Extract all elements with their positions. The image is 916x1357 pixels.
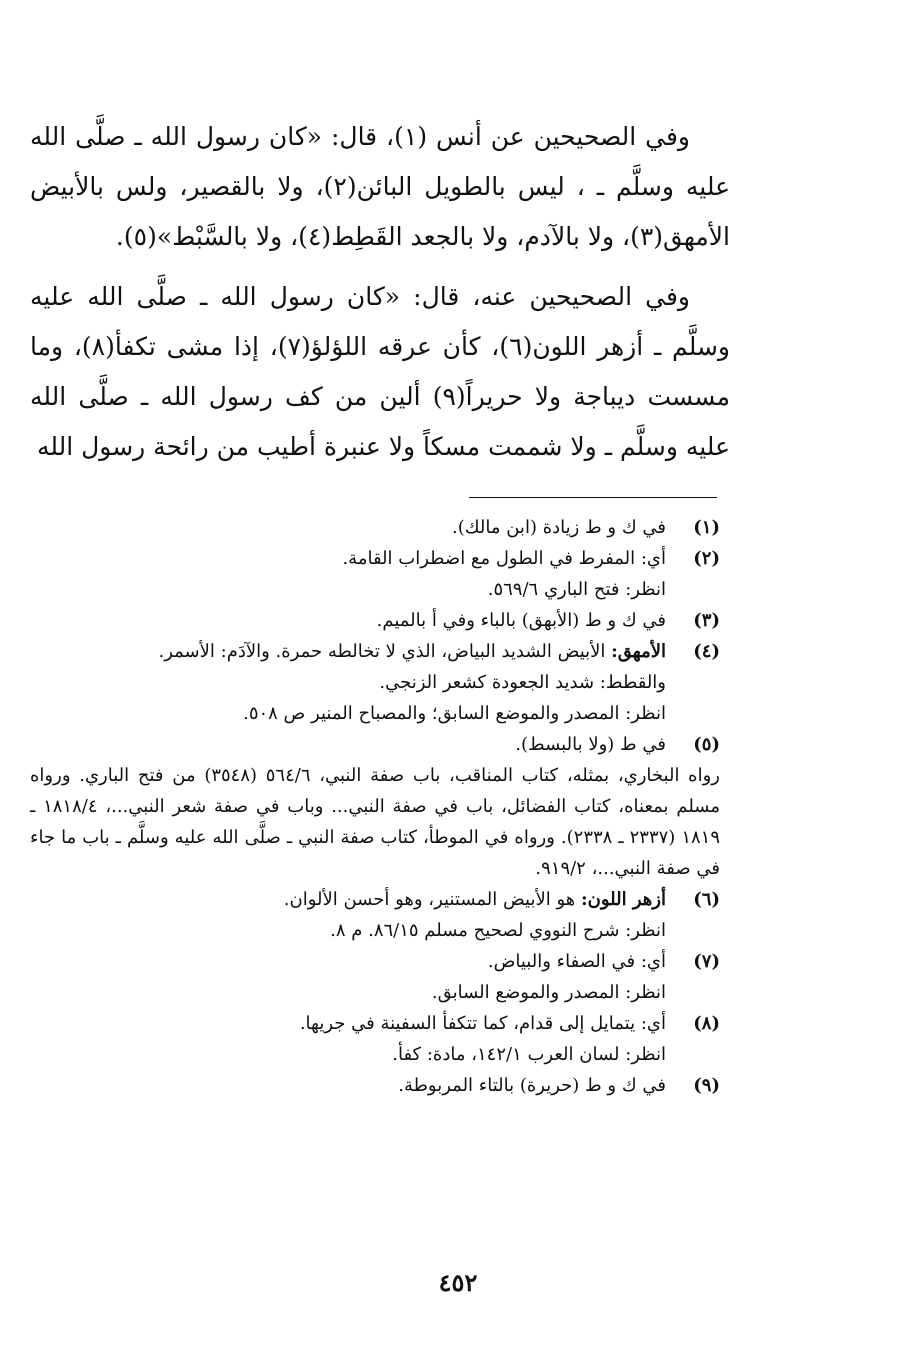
footnote-term: أزهر اللون:: [581, 889, 666, 910]
footnote-3: [30, 605, 720, 636]
main-text: [30, 112, 730, 482]
footnote-6: [30, 884, 720, 946]
footnote-term: الأمهق:: [611, 641, 666, 662]
footnote-line: انظر: المصدر والموضع السابق.: [431, 982, 666, 1003]
footnote-line: في ط (ولا بالبسط).: [515, 734, 666, 755]
footnotes: [30, 512, 720, 1101]
footnote-text: الأبيض الشديد البياض، الذي لا تخالطه حمرة. والآدَم: الأسمر.: [158, 641, 612, 662]
footnote-line: أي: يتمايل إلى قدام، كما تتكفأ السفينة في جريها.: [299, 1013, 666, 1034]
footnote-5: [30, 729, 720, 884]
footnote-number: (٣): [693, 610, 720, 631]
footnote-number: (٨): [693, 1013, 720, 1034]
footnote-line: [30, 636, 666, 667]
footnote-line: انظر: المصدر والموضع السابق؛ والمصباح المنير ص ٥٠٨.: [243, 703, 666, 724]
footnote-line: في ك و ط (الأبهق) بالباء وفي أ بالميم.: [376, 610, 666, 631]
footnote-number: (٦): [693, 889, 720, 910]
footnote-line: انظر: شرح النووي لصحيح مسلم ٨٦/١٥. م ٨.: [330, 920, 666, 941]
footnote-line: [30, 884, 666, 915]
footnote-number: (١): [693, 517, 720, 538]
footnote-citation: رواه البخاري، بمثله، كتاب المناقب، باب صفة النبي، ٥٦٤/٦ (٣٥٤٨) من فتح الباري. ورواه مسلم بمعناه، كتاب الفضائل، باب في صفة النبي... وباب في صفة شعر النبي...، ١٨١٨/٤ ـ ١٨١٩ (٢٣٣٧ ـ ٢٣٣٨). ورواه في الموطأ، كتاب صفة النبي ـ صلَّى الله عليه وسلَّم ـ باب ما جاء في صفة النبي...، ٩١٩/٢.: [30, 765, 721, 879]
footnote-number: (٩): [693, 1075, 720, 1096]
footnote-9: [30, 1070, 720, 1101]
footnote-line: انظر: فتح الباري ٥٦٩/٦.: [487, 579, 666, 600]
footnote-2: [30, 543, 720, 605]
footnote-line: في ك و ط زيادة (ابن مالك).: [451, 517, 666, 538]
footnote-number: (٧): [693, 951, 720, 972]
page-number: ٤٥٢: [438, 1268, 478, 1297]
footnote-1: [30, 512, 720, 543]
footnote-separator: [469, 497, 717, 498]
footnote-number: (٥): [693, 734, 720, 755]
footnote-4: [30, 636, 720, 729]
footnote-text: هو الأبيض المستنير، وهو أحسن الألوان.: [283, 889, 581, 910]
footnote-line: انظر: لسان العرب ١٤٢/١، مادة: كفأ.: [392, 1044, 666, 1065]
footnote-8: [30, 1008, 720, 1070]
main-paragraph-1: وفي الصحيحين عن أنس (١)، قال: «كان رسول الله ـ صلَّى الله عليه وسلَّم ـ ، ليس بالطويل البائن(٢)، ولا بالقصير، ولس بالأبيض الأمهق(٣)، ولا بالآدم، ولا بالجعد القَطِط(٤)، ولا بالسَّبْط»(٥).: [30, 122, 731, 251]
main-paragraph-2: وفي الصحيحين عنه، قال: «كان رسول الله ـ صلَّى الله عليه وسلَّم ـ أزهر اللون(٦)، كأن عرقه اللؤلؤ(٧)، إذا مشى تكفأ(٨)، وما مسست ديباجة ولا حريراً(٩) ألين من كف رسول الله ـ صلَّى الله عليه وسلَّم ـ ولا شممت مسكاً ولا عنبرة أطيب من رائحة رسول الله: [30, 282, 730, 461]
footnote-number: (٢): [693, 548, 720, 569]
footnote-line: والقطط: شديد الجعودة كشعر الزنجي.: [379, 672, 666, 693]
footnote-7: [30, 946, 720, 1008]
footnote-line: في ك و ط (حريرة) بالتاء المربوطة.: [398, 1075, 666, 1096]
footnote-number: (٤): [693, 641, 720, 662]
footnote-line: أي: المفرط في الطول مع اضطراب القامة.: [342, 548, 666, 569]
footnote-line: أي: في الصفاء والبياض.: [487, 951, 666, 972]
